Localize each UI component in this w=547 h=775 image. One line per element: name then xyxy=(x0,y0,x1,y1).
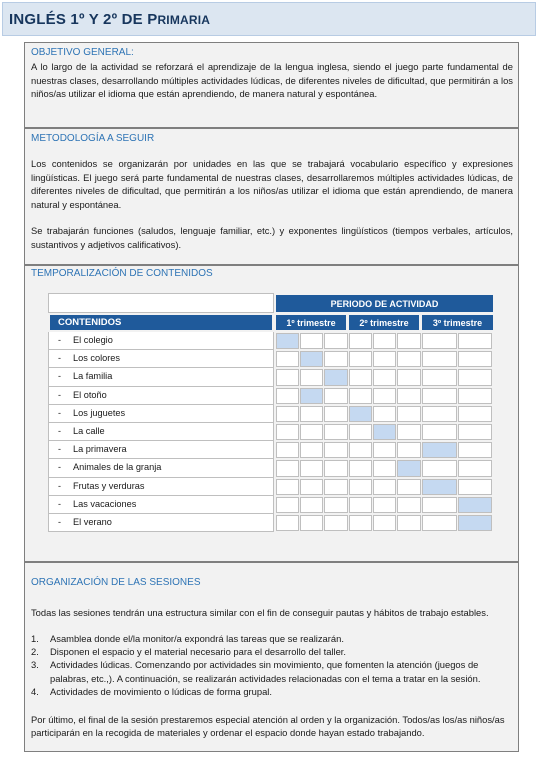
schedule-cell xyxy=(349,442,372,458)
schedule-cell xyxy=(300,333,323,349)
row-dash: - xyxy=(58,353,61,364)
row-dash: - xyxy=(58,462,61,473)
table-row-label: La familia xyxy=(73,371,113,382)
schedule-cell xyxy=(458,406,492,422)
contenidos-header: CONTENIDOS xyxy=(50,315,272,330)
objetivo-text: A lo largo de la actividad se reforzará el aprendizaje de la lengua inglesa, siendo el juego parte fundamental de nuestras clases, desarrollando múltiples actividades lúdicas, de diferentes niveles de dificultad, que permitirán a los niños/as utilizar el idioma que están aprendiendo, de manera natural y espontánea. xyxy=(31,61,513,99)
schedule-cell xyxy=(300,424,323,440)
schedule-cell xyxy=(349,424,372,440)
row-dash: - xyxy=(58,407,61,418)
trimestre-2-header: 2º trimestre xyxy=(349,315,419,330)
schedule-cell xyxy=(373,351,396,367)
schedule-cell xyxy=(422,515,457,531)
schedule-cell xyxy=(458,515,492,531)
schedule-cell xyxy=(373,442,396,458)
schedule-cell xyxy=(373,388,396,404)
schedule-cell xyxy=(458,333,492,349)
table-row-label: El otoño xyxy=(73,389,107,400)
sesiones-outro: Por último, el final de la sesión prestaremos especial atención al orden y la organización. Todos/as los/as niños/as participarán en la recogida de materiales y ordenar el espacio donde hayan estado trabajando. xyxy=(31,714,505,739)
schedule-cell xyxy=(458,424,492,440)
schedule-cell xyxy=(397,406,421,422)
title-bar xyxy=(2,2,536,36)
schedule-cell xyxy=(276,406,299,422)
table-row-label: Las vacaciones xyxy=(73,498,137,509)
schedule-cell xyxy=(349,388,372,404)
schedule-cell xyxy=(397,351,421,367)
row-dash: - xyxy=(58,498,61,509)
temporalizacion-heading: TEMPORALIZACIÓN DE CONTENIDOS xyxy=(31,268,213,279)
list-item-text: Actividades lúdicas. Comenzando por actividades sin movimiento, que fomenten la atención (juegos de palabras, etc.,). A continuación, se realizarán actividades relacionadas con el tema a tratar en la sesión. xyxy=(50,659,481,684)
schedule-cell xyxy=(324,442,348,458)
schedule-cell xyxy=(422,442,457,458)
table-row-label: Frutas y verduras xyxy=(73,480,145,491)
schedule-cell xyxy=(324,460,348,476)
table-corner xyxy=(48,293,274,313)
row-dash: - xyxy=(58,517,61,527)
table-row-label: El colegio xyxy=(73,335,113,345)
metodologia-heading: METODOLOGÍA A SEGUIR xyxy=(31,133,155,144)
table-row-label: La calle xyxy=(73,426,105,436)
schedule-cell xyxy=(397,369,421,385)
schedule-cell xyxy=(373,424,396,440)
trimestre-1-header: 1º trimestre xyxy=(276,315,346,330)
schedule-cell xyxy=(458,369,492,385)
schedule-cell xyxy=(300,497,323,513)
schedule-cell xyxy=(300,369,323,385)
table-row-label: Los colores xyxy=(73,353,120,364)
periodo-header: PERIODO DE ACTIVIDAD xyxy=(276,295,493,312)
schedule-cell xyxy=(349,406,372,422)
schedule-cell xyxy=(324,479,348,495)
schedule-cell xyxy=(422,388,457,404)
table-row-label: El verano xyxy=(73,517,112,527)
table-row-label: Los juguetes xyxy=(73,407,126,418)
row-dash: - xyxy=(58,389,61,400)
schedule-cell xyxy=(276,460,299,476)
list-item-text: Disponen el espacio y el material necesario para el desarrollo del taller. xyxy=(50,646,346,658)
schedule-cell xyxy=(458,351,492,367)
schedule-cell xyxy=(397,333,421,349)
sesiones-list xyxy=(31,632,513,698)
list-item xyxy=(31,685,513,698)
schedule-cell xyxy=(300,388,323,404)
schedule-cell xyxy=(458,388,492,404)
list-item-number: 3. xyxy=(31,659,39,671)
schedule-cell xyxy=(276,351,299,367)
schedule-cell xyxy=(422,460,457,476)
schedule-cell xyxy=(300,406,323,422)
sesiones-intro: Todas las sesiones tendrán una estructura similar con el fin de conseguir pautas y hábitos de trabajo estables. xyxy=(31,607,489,618)
schedule-cell xyxy=(373,497,396,513)
schedule-cell xyxy=(458,497,492,513)
schedule-cell xyxy=(373,369,396,385)
page-title: INGLÉS 1º Y 2º DE PRIMARIA xyxy=(9,11,211,28)
schedule-cell xyxy=(397,497,421,513)
schedule-cell xyxy=(276,369,299,385)
schedule-cell xyxy=(397,442,421,458)
schedule-cell xyxy=(276,497,299,513)
row-dash: - xyxy=(58,335,61,345)
schedule-cell xyxy=(458,442,492,458)
row-dash: - xyxy=(58,480,61,491)
schedule-cell xyxy=(397,460,421,476)
schedule-cell xyxy=(422,479,457,495)
schedule-cell xyxy=(422,406,457,422)
list-item-text: Asamblea donde el/la monitor/a expondrá las tareas que se realizarán. xyxy=(50,633,344,644)
schedule-cell xyxy=(324,406,348,422)
schedule-cell xyxy=(276,333,299,349)
schedule-cell xyxy=(276,479,299,495)
schedule-cell xyxy=(458,479,492,495)
list-item-number: 2. xyxy=(31,646,39,658)
schedule-cell xyxy=(349,351,372,367)
schedule-cell xyxy=(397,388,421,404)
schedule-cell xyxy=(397,515,421,531)
schedule-cell xyxy=(373,479,396,495)
schedule-cell xyxy=(324,388,348,404)
metodologia-section xyxy=(24,128,519,265)
table-row-label: La primavera xyxy=(73,444,127,455)
schedule-cell xyxy=(324,515,348,531)
sesiones-heading: ORGANIZACIÓN DE LAS SESIONES xyxy=(31,577,201,588)
schedule-cell xyxy=(422,497,457,513)
schedule-cell xyxy=(300,515,323,531)
row-dash: - xyxy=(58,444,61,455)
list-item-number: 1. xyxy=(31,633,39,644)
schedule-cell xyxy=(373,333,396,349)
schedule-cell xyxy=(422,424,457,440)
metodologia-p2: Se trabajarán funciones (saludos, lenguaje familiar, etc.) y exponentes lingüísticos (tiempos verbales, artículos, sustantivos y adjetivos calificativos). xyxy=(31,225,513,250)
table-row-label: Animales de la granja xyxy=(73,462,162,473)
row-dash: - xyxy=(58,426,61,436)
schedule-cell xyxy=(276,424,299,440)
schedule-cell xyxy=(324,369,348,385)
schedule-cell xyxy=(422,351,457,367)
list-item xyxy=(31,658,513,684)
row-dash: - xyxy=(58,371,61,382)
schedule-cell xyxy=(349,479,372,495)
schedule-cell xyxy=(373,460,396,476)
schedule-cell xyxy=(300,442,323,458)
schedule-cell xyxy=(324,424,348,440)
list-item-text: Actividades de movimiento o lúdicas de forma grupal. xyxy=(50,685,272,697)
schedule-cell xyxy=(349,369,372,385)
trimestre-3-header: 3º trimestre xyxy=(422,315,493,330)
list-item xyxy=(31,645,513,658)
schedule-cell xyxy=(349,515,372,531)
list-item xyxy=(31,632,513,645)
objetivo-heading: OBJETIVO GENERAL: xyxy=(31,47,134,58)
schedule-cell xyxy=(324,333,348,349)
schedule-cell xyxy=(422,333,457,349)
objetivo-section xyxy=(24,42,519,128)
schedule-cell xyxy=(422,369,457,385)
schedule-cell xyxy=(397,479,421,495)
schedule-cell xyxy=(349,460,372,476)
schedule-cell xyxy=(276,442,299,458)
schedule-cell xyxy=(324,351,348,367)
schedule-cell xyxy=(458,460,492,476)
schedule-cell xyxy=(373,406,396,422)
schedule-cell xyxy=(324,497,348,513)
schedule-cell xyxy=(373,515,396,531)
schedule-cell xyxy=(349,333,372,349)
schedule-cell xyxy=(300,479,323,495)
schedule-cell xyxy=(397,424,421,440)
schedule-cell xyxy=(276,515,299,531)
schedule-cell xyxy=(300,351,323,367)
schedule-cell xyxy=(276,388,299,404)
list-item-number: 4. xyxy=(31,685,39,697)
schedule-cell xyxy=(300,460,323,476)
schedule-cell xyxy=(349,497,372,513)
metodologia-p1: Los contenidos se organizarán por unidades en las que se trabajará vocabulario específico y expresiones lingüísticas. El juego será parte fundamental de nuestras clases, desarrollaremos múltiples actividades lúdicas, de diferentes niveles de dificultad, que permitirán a los niños/as utilizar el idioma que están aprendiendo, de manera natural y espontánea. xyxy=(31,158,513,210)
sesiones-section xyxy=(24,562,519,752)
